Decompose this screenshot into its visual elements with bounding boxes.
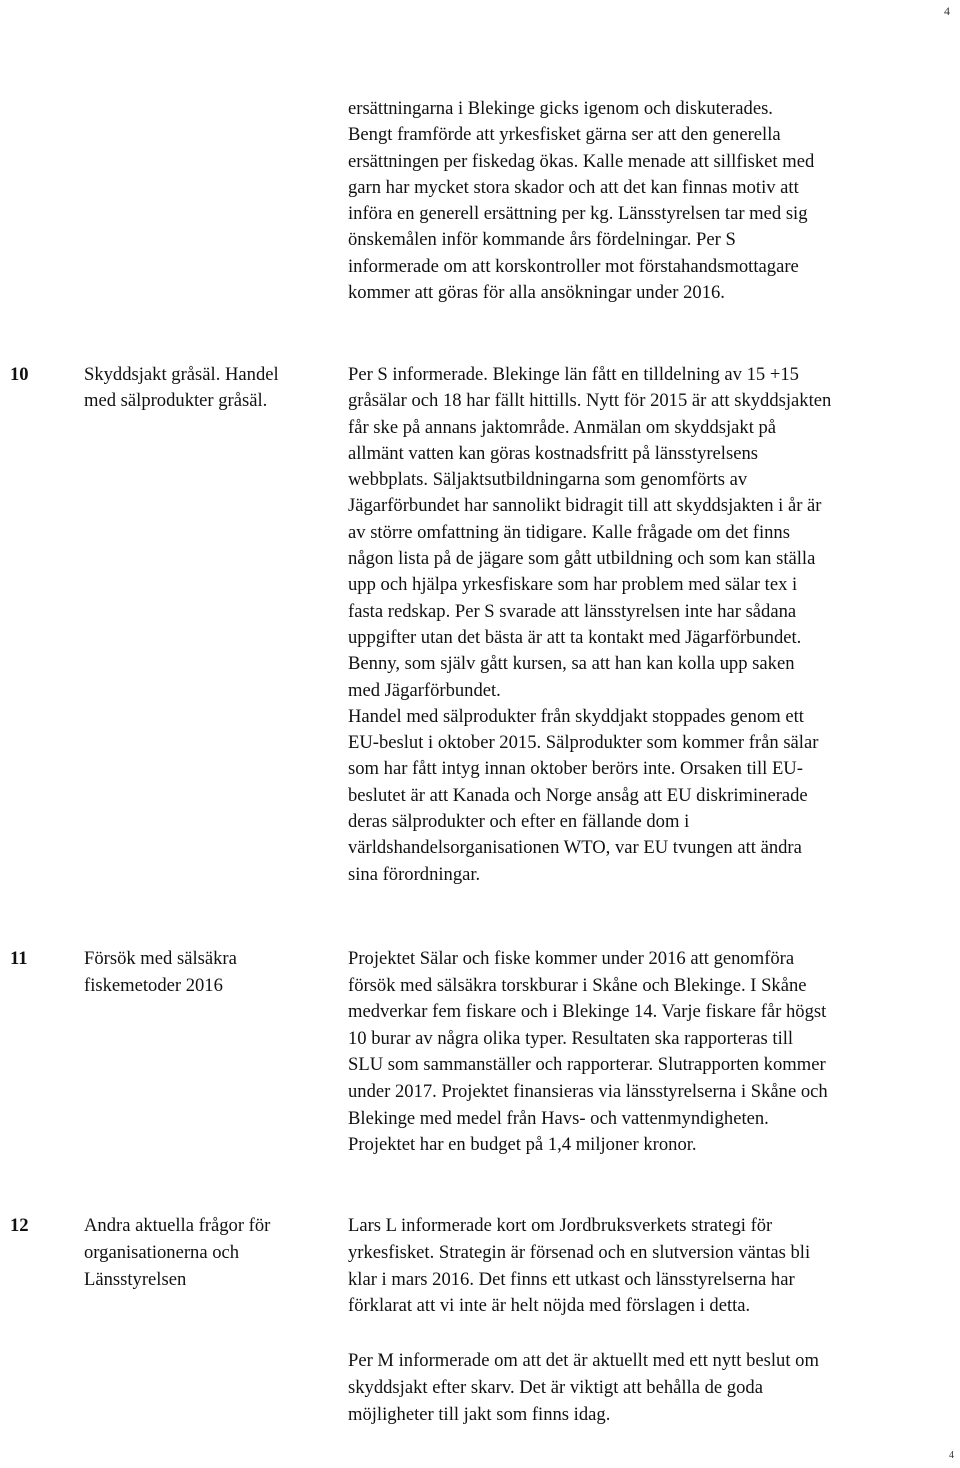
text-line: sina förordningar. (348, 863, 481, 885)
page-number-top: 4 (944, 4, 950, 18)
text-line: Blekinge med medel från Havs- och vattenmyndigheten. (348, 1107, 769, 1129)
item-topic (84, 946, 334, 999)
text-line: EU-beslut i oktober 2015. Sälprodukter som kommer från sälar (348, 732, 819, 754)
text-line: som har fått intyg innan oktober berörs inte. Orsaken till EU- (348, 758, 803, 780)
item-topic (84, 362, 334, 415)
text-line: Bengt framförde att yrkesfisket gärna ser att den generella (348, 124, 781, 146)
text-line: SLU som sammanställer och rapporterar. Slutrapporten kommer (348, 1054, 826, 1076)
text-line: garn har mycket stora skador och att det kan finnas motiv att (348, 176, 799, 198)
text-line: införa en generell ersättning per kg. Länsstyrelsen tar med sig (348, 203, 808, 225)
text-line: av större omfattning än tidigare. Kalle frågade om det finns (348, 521, 790, 543)
text-line: Projektet har en budget på 1,4 miljoner kronor. (348, 1134, 697, 1156)
text-line: försök med sälsäkra torskburar i Skåne och Blekinge. I Skåne (348, 974, 807, 996)
item-body (348, 946, 948, 1159)
text-line: Jägarförbundet har sannolikt bidragit till att skyddsjakten i år är (348, 495, 822, 517)
text-line: fasta redskap. Per S svarade att länsstyrelsen inte har sådana (348, 600, 797, 622)
text-line: ersättningen per fiskedag ökas. Kalle menade att sillfisket med (348, 150, 815, 172)
item-number: 10 (10, 364, 29, 385)
intro-paragraph (348, 96, 948, 306)
text-line: med Jägarförbundet. (348, 679, 501, 701)
text-line: någon lista på de jägare som gått utbildning och som kan ställa (348, 548, 816, 570)
text-line: gråsälar och 18 har fällt hittills. Nytt för 2015 är att skyddsjakten (348, 390, 832, 412)
text-line: Benny, som själv gått kursen, sa att han kan kolla upp saken (348, 653, 795, 675)
text-line: yrkesfisket. Strategin är försenad och en slutversion väntas bli (348, 1241, 811, 1263)
item-topic (84, 1213, 334, 1293)
text-line: ersättningarna i Blekinge gicks igenom och diskuterades. (348, 98, 773, 119)
text-line: organisationerna och (84, 1241, 240, 1263)
text-line: Försök med sälsäkra (84, 948, 237, 969)
text-line: upp och hjälpa yrkesfiskare som har problem med sälar tex i (348, 574, 798, 596)
text-line: fiskemetoder 2016 (84, 974, 223, 996)
item-number: 12 (10, 1215, 29, 1236)
text-line: Handel med sälprodukter från skyddjakt stoppades genom ett (348, 705, 804, 727)
text-line: möjligheter till jakt som finns idag. (348, 1403, 611, 1425)
text-line: uppgifter utan det bästa är att ta kontakt med Jägarförbundet. (348, 626, 802, 648)
text-line: deras sälprodukter och efter en fällande dom i (348, 811, 690, 833)
text-line: informerade om att korskontroller mot förstahandsmottagare (348, 255, 799, 277)
text-line: Andra aktuella frågor för (84, 1215, 271, 1236)
item-body (348, 362, 948, 888)
page-number-bottom: 4 (949, 1450, 954, 1461)
text-line: allmänt vatten kan göras kostnadsfritt på länsstyrelsens (348, 442, 758, 464)
text-line: Skyddsjakt gråsäl. Handel (84, 364, 279, 385)
text-line: Projektet Sälar och fiske kommer under 2016 att genomföra (348, 948, 795, 969)
body-paragraph (348, 1348, 948, 1428)
text-line: önskemålen inför kommande års fördelningar. Per S (348, 229, 736, 251)
body-paragraph (348, 362, 948, 704)
body-paragraph (348, 704, 948, 888)
text-line: Lars L informerade kort om Jordbruksverkets strategi för (348, 1215, 773, 1236)
text-line: 10 burar av några olika typer. Resultaten ska rapporteras till (348, 1027, 794, 1049)
text-line: webbplats. Säljaktsutbildningarna som genomförts av (348, 469, 748, 491)
text-line: Per S informerade. Blekinge län fått en tilldelning av 15 +15 (348, 364, 799, 385)
text-line: beslutet är att Kanada och Norge ansåg att EU diskriminerade (348, 784, 808, 806)
text-line: Länsstyrelsen (84, 1268, 187, 1290)
text-line: skyddsjakt efter skarv. Det är viktigt att behålla de goda (348, 1376, 763, 1398)
item-body (348, 1213, 948, 1429)
text-line: medverkar fem fiskare och i Blekinge 14. Varje fiskare får högst (348, 1001, 827, 1023)
body-paragraph (348, 1213, 948, 1320)
text-line: under 2017. Projektet finansieras via länsstyrelserna i Skåne och (348, 1080, 828, 1102)
text-line: förklarat att vi inte är helt nöjda med förslagen i detta. (348, 1295, 751, 1317)
body-paragraph (348, 946, 948, 1159)
text-line: klar i mars 2016. Det finns ett utkast och länsstyrelserna har (348, 1268, 795, 1290)
item-number: 11 (10, 948, 28, 969)
text-line: världshandelsorganisationen WTO, var EU tvungen att ändra (348, 837, 802, 859)
text-line: med sälprodukter gråsäl. (84, 390, 268, 412)
text-line: Per M informerade om att det är aktuellt med ett nytt beslut om (348, 1350, 819, 1372)
text-line: kommer att göras för alla ansökningar under 2016. (348, 282, 725, 304)
text-line: får ske på annans jaktområde. Anmälan om skyddsjakt på (348, 416, 777, 438)
